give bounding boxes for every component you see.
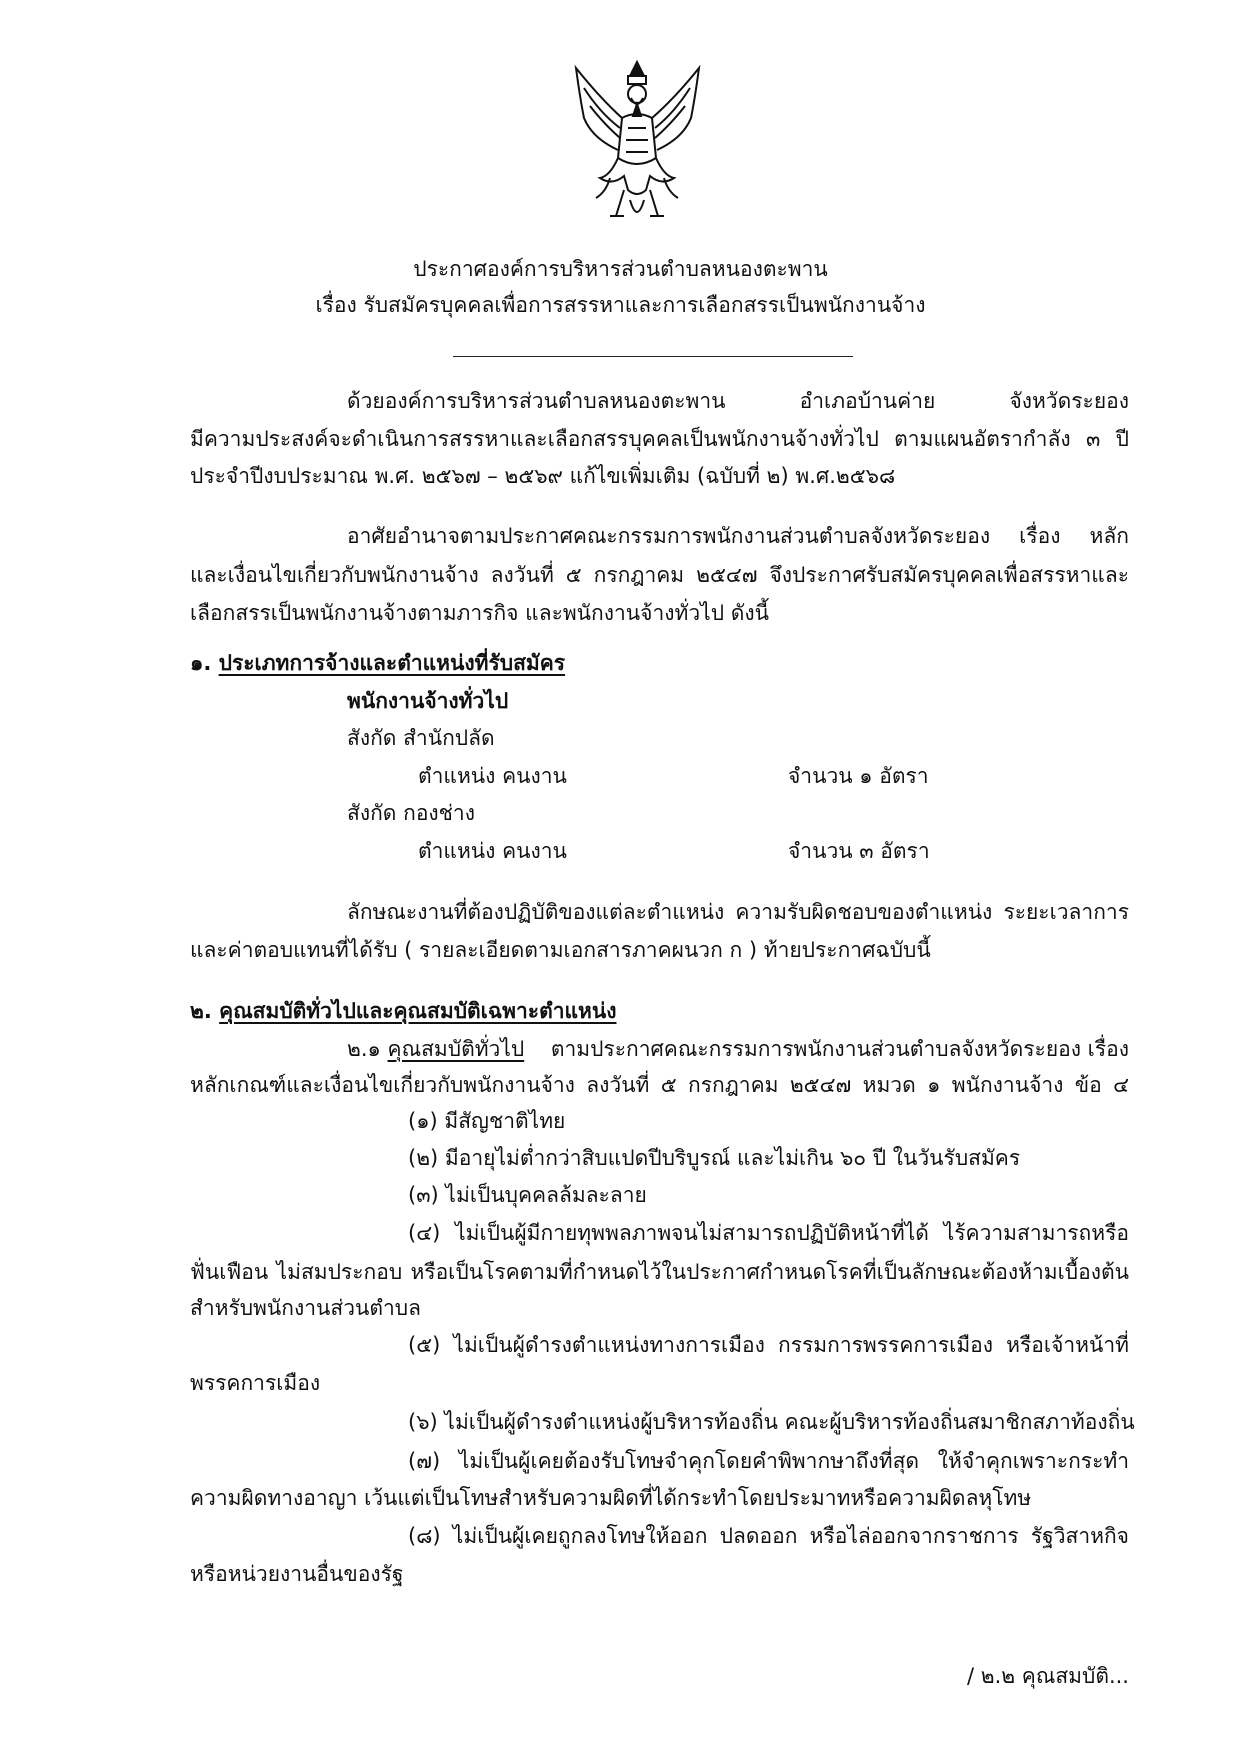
- section1-heading: [190, 648, 565, 678]
- para1-line: ด้วยองค์การบริหารส่วนตำบลหนองตะพาน อำเภอบ้านค่าย จังหวัดระยอง: [347, 389, 1129, 413]
- subsection-intro-line: หลักเกณฑ์และเงื่อนไขเกี่ยวกับพนักงานจ้าง ลงวันที่ ๕ กรกฎาคม ๒๕๔๗ หมวด ๑ พนักงานจ้าง ข้อ ๔: [190, 1073, 1129, 1097]
- subsection-number: ๒.๑: [347, 1037, 381, 1061]
- continued-marker: / ๒.๒ คุณสมบัติ...: [967, 1664, 1129, 1688]
- qualification-item: (๓) ไม่เป็นบุคคลล้มละลาย: [408, 1183, 647, 1207]
- section2-heading: [190, 996, 616, 1026]
- position-name: ตำแหน่ง คนงาน: [418, 764, 567, 788]
- subsection-intro-rest: ตามประกาศคณะกรรมการพนักงานส่วนตำบลจังหวัดระยอง เรื่อง: [550, 1037, 1129, 1061]
- unit-name: สังกัด กองช่าง: [347, 801, 475, 825]
- title-divider: [453, 356, 853, 357]
- subsection-title: คุณสมบัติทั่วไป: [387, 1037, 525, 1061]
- position-count: จำนวน ๓ อัตรา: [788, 839, 930, 863]
- para2-line: เลือกสรรเป็นพนักงานจ้างตามภารกิจ และพนักงานจ้างทั่วไป ดังนี้: [190, 601, 769, 625]
- section1-title: ประเภทการจ้างและตำแหน่งที่รับสมัคร: [218, 651, 566, 675]
- qualification-item: (๖) ไม่เป็นผู้ดำรงตำแหน่งผู้บริหารท้องถิ่น คณะผู้บริหารท้องถิ่นสมาชิกสภาท้องถิ่น: [408, 1410, 1135, 1434]
- para1-line: ประจำปีงบประมาณ พ.ศ. ๒๕๖๗ – ๒๕๖๙ แก้ไขเพิ่มเติม (ฉบับที่ ๒) พ.ศ.๒๕๖๘: [190, 464, 896, 488]
- position-name: ตำแหน่ง คนงาน: [418, 839, 567, 863]
- section1-number: ๑.: [190, 651, 212, 675]
- unit-name: สังกัด สำนักปลัด: [347, 726, 495, 750]
- qualification-item: (๕) ไม่เป็นผู้ดำรงตำแหน่งทางการเมือง กรรมการพรรคการเมือง หรือเจ้าหน้าที่: [408, 1333, 1129, 1357]
- document-title: ประกาศองค์การบริหารส่วนตำบลหนองตะพาน: [413, 257, 828, 281]
- employee-type: พนักงานจ้างทั่วไป: [347, 689, 509, 713]
- qualification-item-cont: พรรคการเมือง: [190, 1371, 321, 1395]
- details-line: ลักษณะงานที่ต้องปฏิบัติของแต่ละตำแหน่ง ความรับผิดชอบของตำแหน่ง ระยะเวลาการ: [347, 900, 1129, 924]
- details-line: และค่าตอบแทนที่ได้รับ ( รายละเอียดตามเอกสารภาคผนวก ก ) ท้ายประกาศฉบับนี้: [190, 938, 931, 962]
- qualification-item: (๒) มีอายุไม่ต่ำกว่าสิบแปดปีบริบูรณ์ และไม่เกิน ๖๐ ปี ในวันรับสมัคร: [408, 1146, 1021, 1170]
- section2-number: ๒.: [190, 999, 212, 1023]
- qualification-item: (๑) มีสัญชาติไทย: [408, 1109, 566, 1133]
- para2-line: และเงื่อนไขเกี่ยวกับพนักงานจ้าง ลงวันที่ ๕ กรกฎาคม ๒๕๔๗ จึงประกาศรับสมัครบุคคลเพื่อสรรหาและ: [190, 563, 1129, 587]
- qualification-item: (๘) ไม่เป็นผู้เคยถูกลงโทษให้ออก ปลดออก หรือไล่ออกจากราชการ รัฐวิสาหกิจ: [408, 1524, 1129, 1548]
- position-count: จำนวน ๑ อัตรา: [788, 764, 929, 788]
- qualification-item: (๗) ไม่เป็นผู้เคยต้องรับโทษจำคุกโดยคำพิพากษาถึงที่สุด ให้จำคุกเพราะกระทำ: [408, 1449, 1129, 1473]
- qualification-item-cont: หรือหน่วยงานอื่นของรัฐ: [190, 1562, 404, 1586]
- para2-line: อาศัยอำนาจตามประกาศคณะกรรมการพนักงานส่วนตำบลจังหวัดระยอง เรื่อง หลัก: [347, 524, 1129, 548]
- subsection-2-1-intro: [347, 1034, 1129, 1064]
- qualification-item-cont: ฟั่นเฟือน ไม่สมประกอบ หรือเป็นโรคตามที่กำหนดไว้ในประกาศกำหนดโรคที่เป็นลักษณะต้องห้ามเบื้องต้น: [190, 1260, 1129, 1284]
- qualification-item: (๔) ไม่เป็นผู้มีกายทุพพลภาพจนไม่สามารถปฏิบัติหน้าที่ได้ ไร้ความสามารถหรือ: [408, 1221, 1129, 1245]
- qualification-item-cont: สำหรับพนักงานส่วนตำบล: [190, 1296, 421, 1320]
- document-subject: เรื่อง รับสมัครบุคคลเพื่อการสรรหาและการเลือกสรรเป็นพนักงานจ้าง: [315, 293, 926, 317]
- garuda-emblem-icon: [570, 58, 705, 228]
- section2-title: คุณสมบัติทั่วไปและคุณสมบัติเฉพาะตำแหน่ง: [219, 999, 617, 1023]
- qualification-item-cont: ความผิดทางอาญา เว้นแต่เป็นโทษสำหรับความผิดที่ได้กระทำโดยประมาทหรือความผิดลหุโทษ: [190, 1486, 1032, 1510]
- para1-line: มีความประสงค์จะดำเนินการสรรหาและเลือกสรรบุคคลเป็นพนักงานจ้างทั่วไป ตามแผนอัตรากำลัง ๓ ปี: [190, 427, 1129, 451]
